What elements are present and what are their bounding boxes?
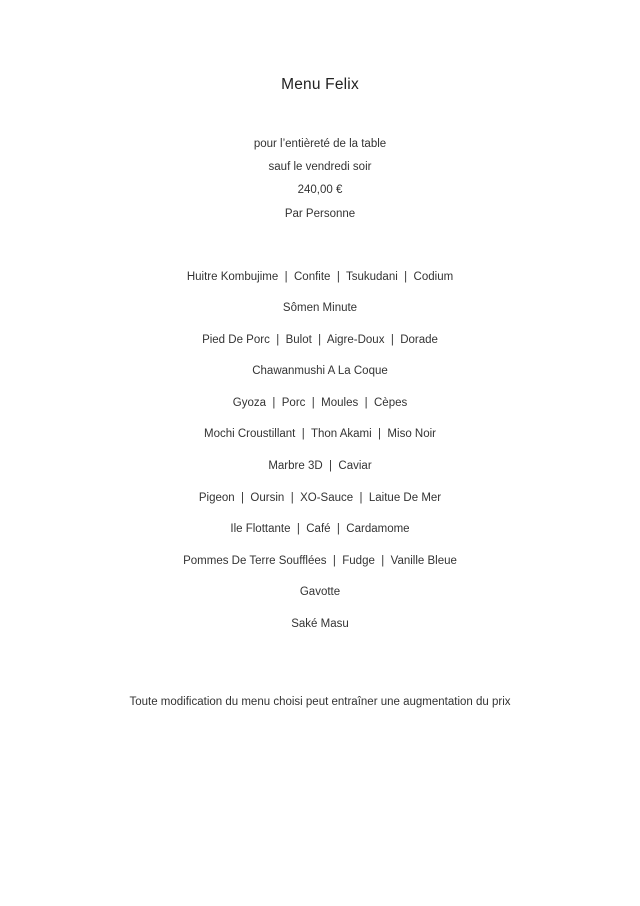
menu-condition-friday: sauf le vendredi soir xyxy=(268,161,372,173)
course-line: Gavotte xyxy=(299,586,341,598)
course-line: Huitre Kombujime | Confite | Tsukudani | Codium xyxy=(186,271,454,283)
menu-price: 240,00 € xyxy=(297,184,343,196)
course-line: Ile Flottante | Café | Cardamome xyxy=(230,523,410,535)
course-line: Pommes De Terre Soufflées | Fudge | Vanille Bleue xyxy=(183,555,457,567)
course-line: Mochi Croustillant | Thon Akami | Miso Noir xyxy=(203,428,436,440)
course-line: Sômen Minute xyxy=(282,302,358,314)
course-line: Gyoza | Porc | Moules | Cèpes xyxy=(232,397,408,409)
course-line: Saké Masu xyxy=(291,618,349,630)
menu-title: Menu Felix xyxy=(281,76,359,93)
price-modification-note: Toute modification du menu choisi peut entraîner une augmentation du prix xyxy=(129,696,511,708)
course-line: Marbre 3D | Caviar xyxy=(268,460,372,472)
course-line: Pied De Porc | Bulot | Aigre-Doux | Dorade xyxy=(202,334,438,346)
menu-price-unit: Par Personne xyxy=(284,208,356,220)
menu-condition-table: pour l’entièreté de la table xyxy=(253,138,387,150)
course-line: Chawanmushi A La Coque xyxy=(252,365,388,377)
course-line: Pigeon | Oursin | XO-Sauce | Laitue De Mer xyxy=(198,492,442,504)
